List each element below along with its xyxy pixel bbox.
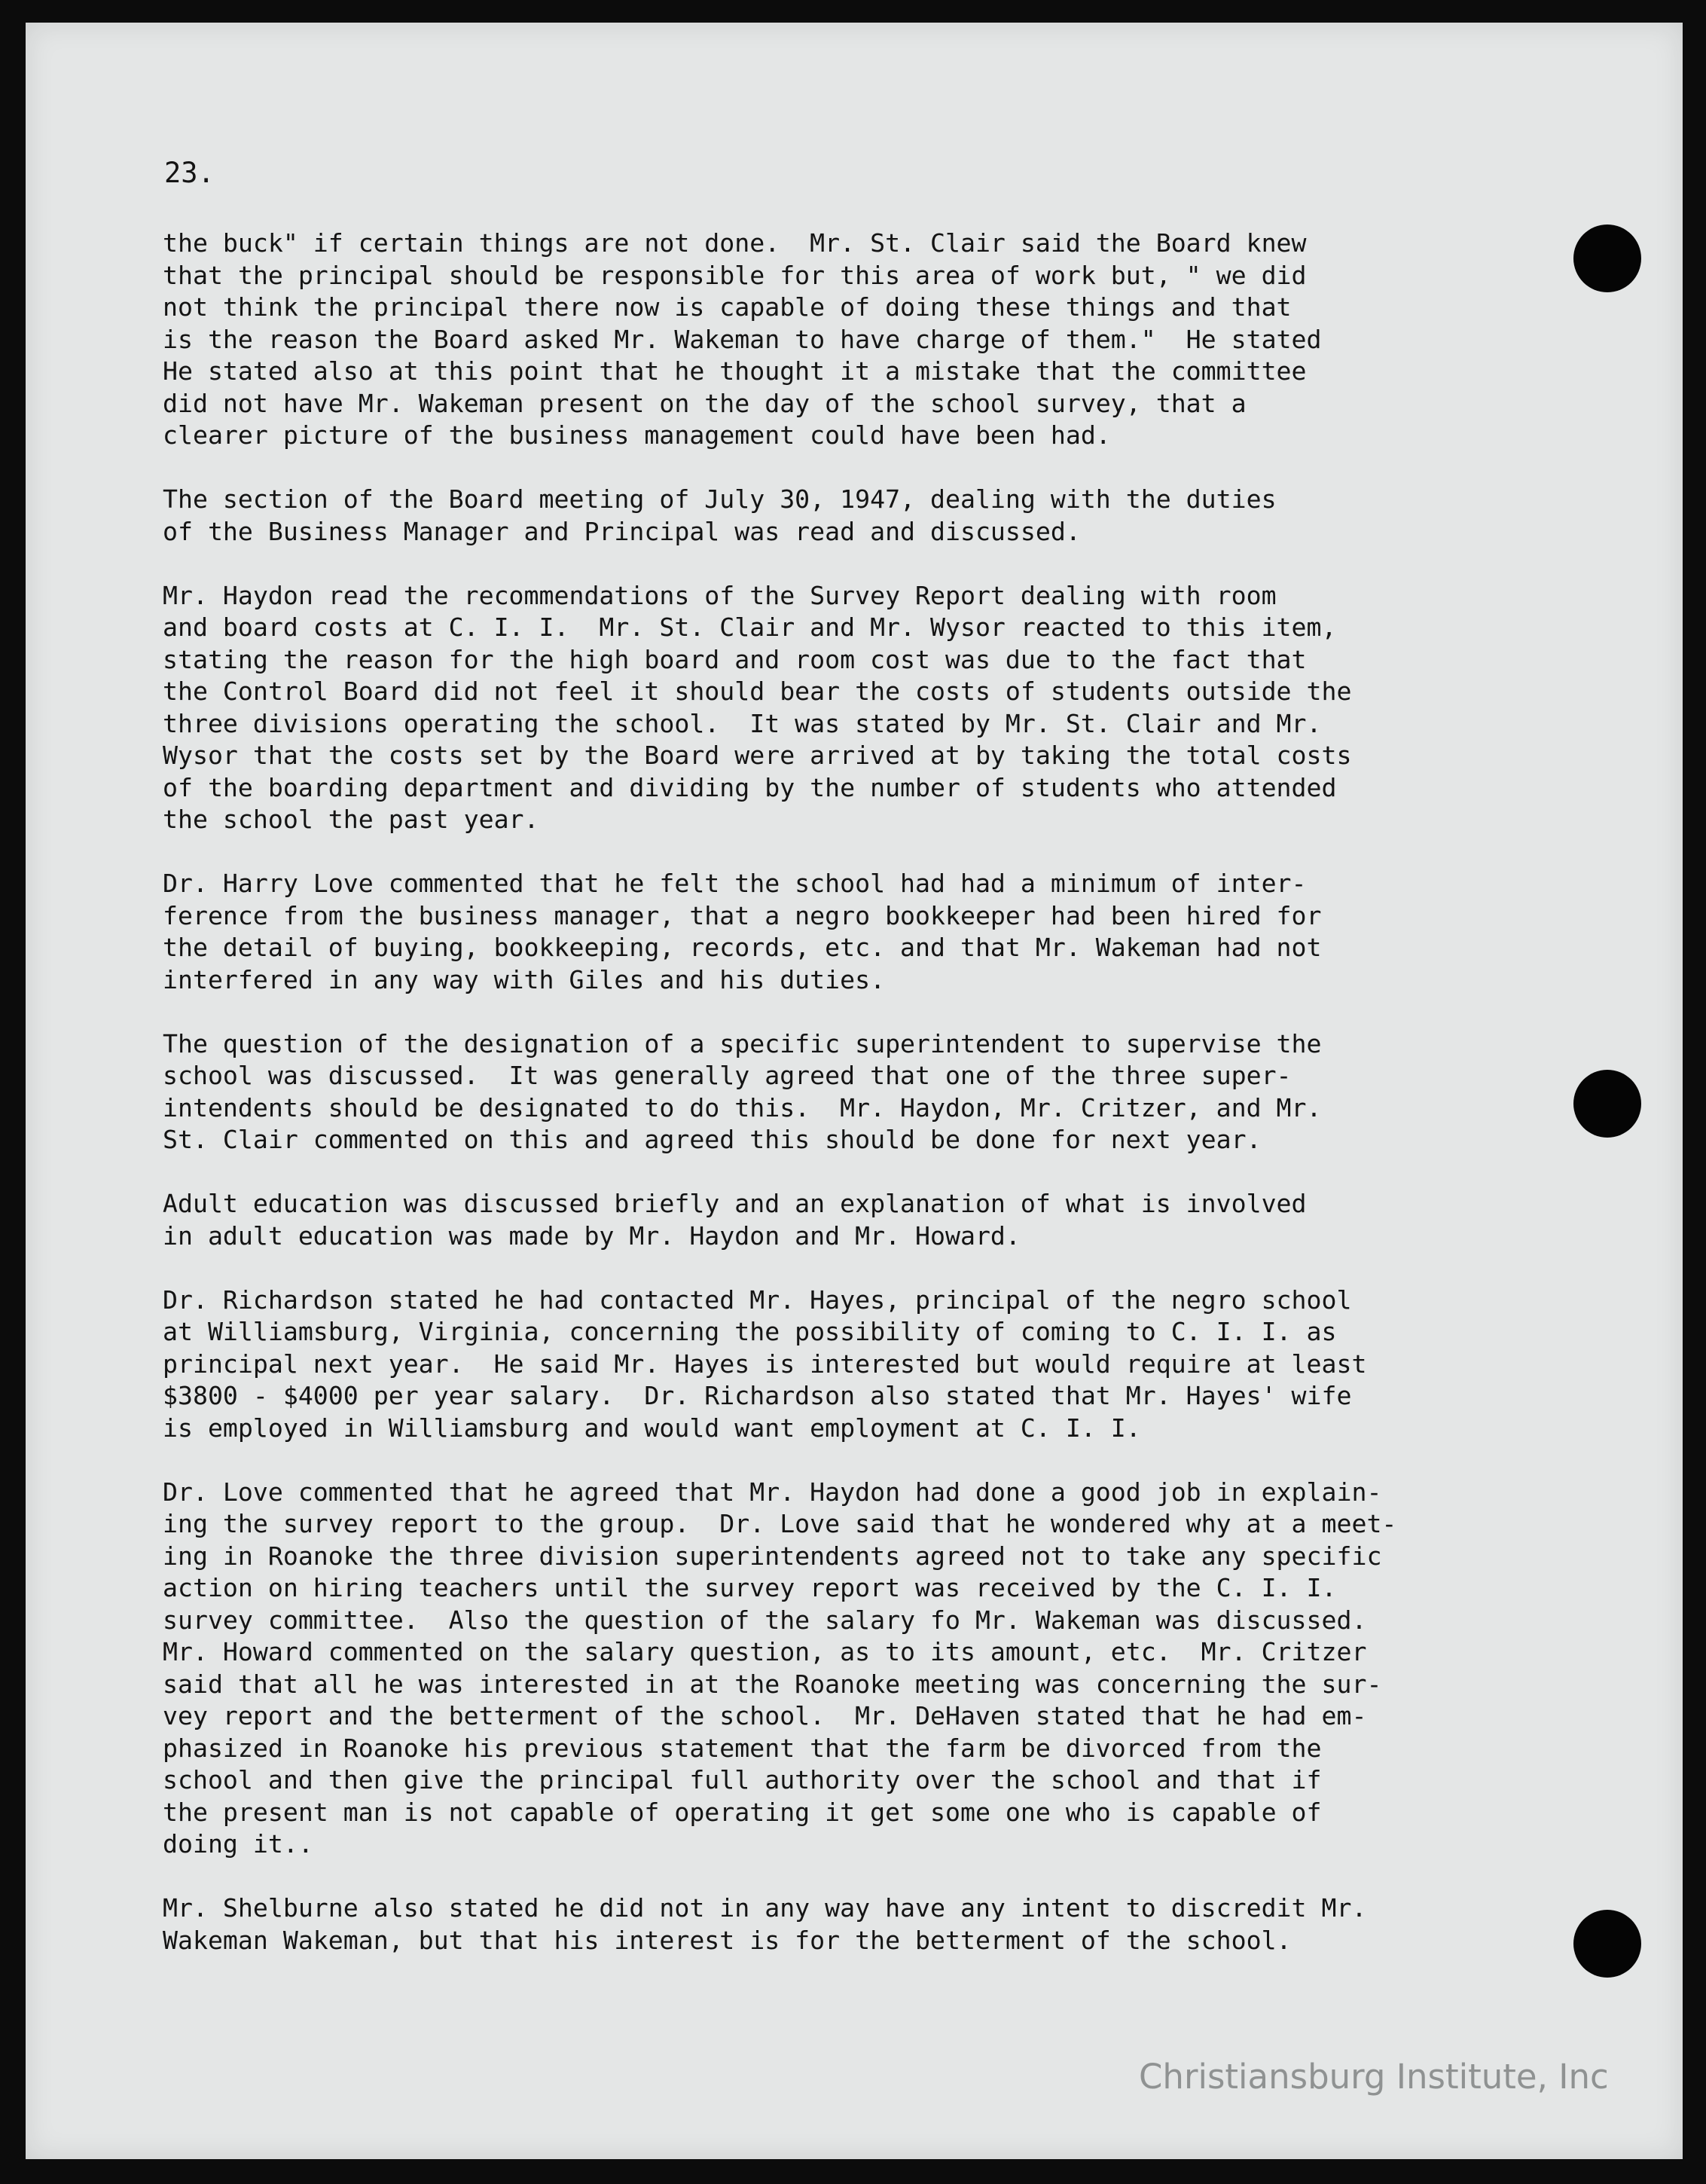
paragraph: Mr. Haydon read the recommendations of the Survey Report dealing with room and board costs at C. I. I. Mr. St. Clair and Mr. Wysor reacted to this item, stating the reason for the high board and room cost was due to the fact that the Control Board did not feel it should bear the costs of students outside the three divisions operating the school. It was stated by Mr. St. Clair and Mr. Wysor that the costs set by the Board were arrived at by taking the total costs of the boarding department and dividing by the number of students who attended the school the past year. [163, 580, 1352, 834]
watermark: Christiansburg Institute, Inc [1139, 2057, 1609, 2097]
paragraph: the buck" if certain things are not done. Mr. St. Clair said the Board knew that the principal should be responsible for this area of work but, " we did not think the principal there now is capable of doing these things and that is the reason the Board asked Mr. Wakeman to have charge of them." He stated He stated also at this point that he thought it a mistake that the committee did not have Mr. Wakeman present on the day of the school survey, that a clearer picture of the business management could have been had. [163, 228, 1322, 450]
paragraph: The question of the designation of a specific superintendent to supervise the school was discussed. It was generally agreed that one of the three super- intendents should be designated to do this. Mr. Haydon, Mr. Critzer, and Mr. St. Clair commented on this and agreed this should be done for next year. [163, 1028, 1322, 1154]
page-number: 23. [164, 157, 215, 189]
paragraph: Mr. Shelburne also stated he did not in any way have any intent to discredit Mr. Wakeman Wakeman, but that his interest is for the betterment of the school. [163, 1893, 1367, 1955]
punch-hole-middle [1573, 1070, 1641, 1138]
paragraph: Dr. Richardson stated he had contacted Mr. Hayes, principal of the negro school at Williamsburg, Virginia, concerning the possibility of coming to C. I. I. as principal next year. He said Mr. Hayes is interested but would require at least $3800 - $4000 per year salary. Dr. Richardson also stated that Mr. Hayes' wife is employed in Williamsburg and would want employment at C. I. I. [163, 1284, 1367, 1443]
punch-hole-bottom [1573, 1910, 1641, 1978]
paragraph: Adult education was discussed briefly and an explanation of what is involved in adult education was made by Mr. Haydon and Mr. Howard. [163, 1189, 1307, 1251]
punch-hole-top [1573, 225, 1641, 292]
paragraph: Dr. Harry Love commented that he felt the school had had a minimum of inter- ference from the business manager, that a negro bookkeeper had been hired for the detail of buying, bookkeeping, records, etc. and that Mr. Wakeman had not interfered in any way with Giles and his duties. [163, 869, 1322, 994]
paragraph: Dr. Love commented that he agreed that Mr. Haydon had done a good job in explain- ing the survey report to the group. Dr. Love said that he wondered why at a meet- ing in Roanoke the three division superintendents agreed not to take any specific action on hiring teachers until the survey report was received by the C. I. I. survey committee. Also the question of the salary fo Mr. Wakeman was discussed. Mr. Howard commented on the salary question, as to its amount, etc. Mr. Critzer said that all he was interested in at the Roanoke meeting was concerning the sur- vey report and the betterment of the school. Mr. DeHaven stated that he had em- phasized in Roanoke his previous statement that the farm be divorced from the school and then give the principal full authority over the school and that if the present man is not capable of operating it get some one who is capable of doing it.. [163, 1477, 1397, 1859]
paragraph: The section of the Board meeting of July 30, 1947, dealing with the duties of the Business Manager and Principal was read and discussed. [163, 484, 1277, 546]
document-body [163, 228, 1518, 1989]
